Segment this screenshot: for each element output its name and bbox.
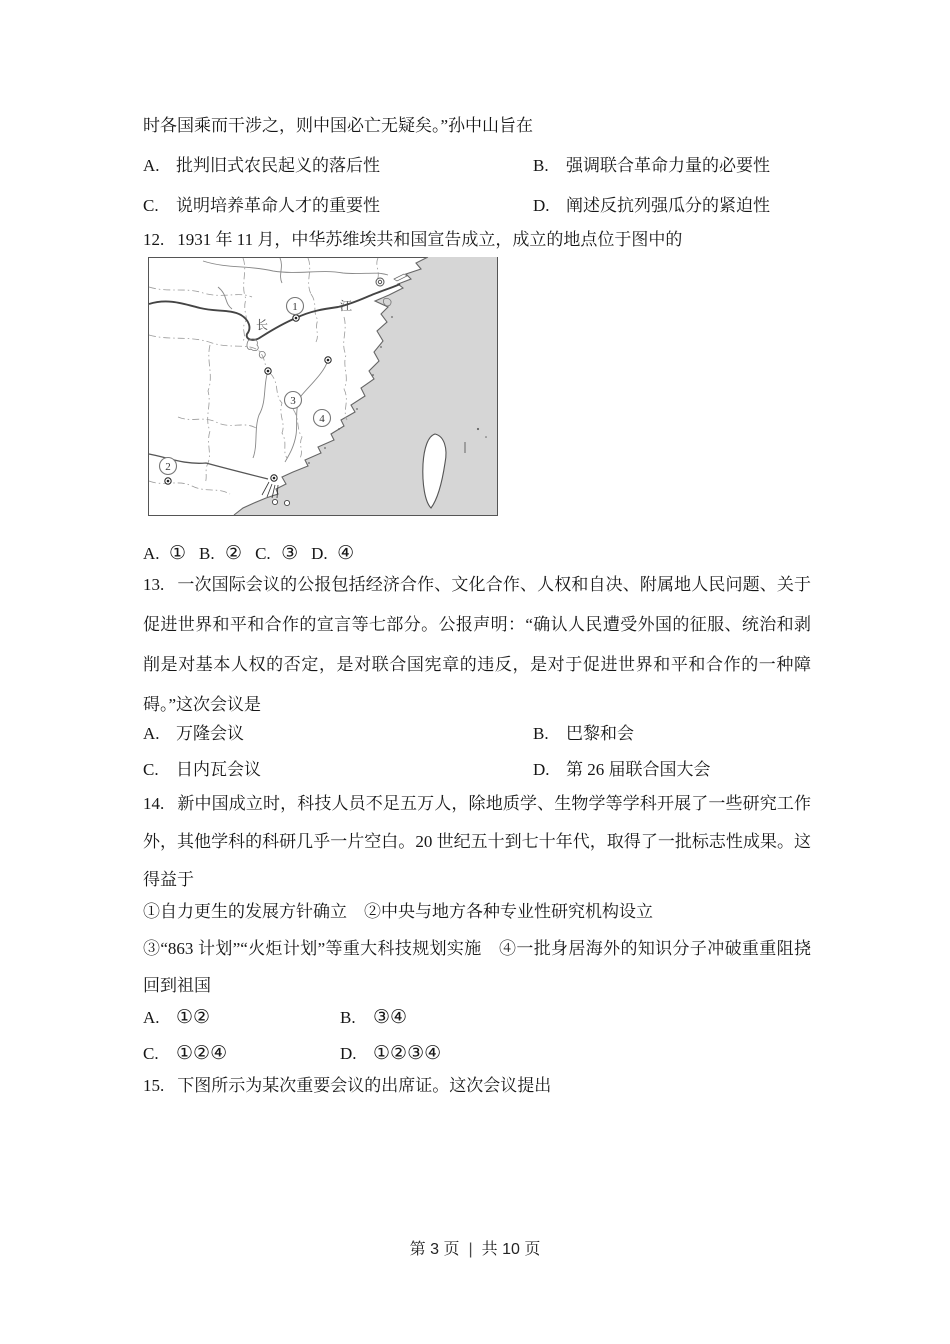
q14-item-1: ①自力更生的发展方针确立	[143, 902, 347, 921]
q15-stem	[143, 1068, 811, 1104]
option-text: 强调联合革命力量的必要性	[566, 156, 770, 175]
q13-stem	[143, 565, 811, 725]
q11-option-d	[533, 186, 811, 226]
q14-items-3-4: ③“863 计划”“火炬计划”等重大科技规划实施 ④一批身居海外的知识分子冲破重重阻挠回到祖国	[143, 939, 811, 995]
q13-option-b	[533, 716, 811, 752]
question-text: 一次国际会议的公报包括经济合作、文化合作、人权和自决、附属地人民问题、关于促进世界和平和合作的宣言等七部分。公报声明：“确认人民遭受外国的征服、统治和剥削是对基本人权的否定，是对联合国宪章的违反，是对于促进世界和平和合作的一种障碍。”这次会议是	[143, 575, 811, 714]
option-text: ①②④	[176, 1043, 228, 1064]
option-label: A.	[143, 544, 160, 563]
yangtze-label-jiang: 江	[340, 299, 353, 313]
option-text: 第 26 届联合国大会	[566, 760, 711, 779]
map-marker-3: 3	[290, 395, 296, 407]
option-label: C.	[143, 760, 159, 779]
map-marker-1: 1	[292, 301, 298, 313]
question-text: 新中国成立时，科技人员不足五万人，除地质学、生物学等学科开展了一些研究工作外，其他学科的科研几乎一片空白。20 世纪五十到七十年代，取得了一批标志性成果。这得益于	[143, 794, 811, 889]
option-text: 说明培养革命人才的重要性	[176, 196, 380, 215]
option-label: D.	[340, 1044, 357, 1063]
yangtze-label-chang: 长	[256, 318, 269, 332]
page-number: 第 3 页	[409, 1241, 460, 1258]
option-label: C.	[143, 196, 159, 215]
page-total: 共 10 页	[481, 1241, 541, 1258]
option-text: ④	[337, 543, 355, 564]
option-text: ①②	[176, 1007, 211, 1028]
option-text: ①	[169, 543, 187, 564]
map-marker-2: 2	[165, 461, 171, 473]
q13-option-a	[143, 716, 533, 752]
option-label: D.	[311, 544, 328, 563]
q11-options	[143, 146, 811, 226]
q11-stem-continuation: 时各国乘而干涉之，则中国必亡无疑矣。”孙中山旨在	[143, 116, 534, 135]
q13-option-d	[533, 752, 811, 788]
q14-option-b	[340, 1000, 811, 1036]
option-label: C.	[143, 1044, 159, 1063]
q11-option-c	[143, 186, 533, 226]
q14-item-2: ②中央与地方各种专业性研究机构设立	[364, 902, 653, 921]
option-text: ③	[281, 543, 299, 564]
option-label: B.	[533, 156, 549, 175]
q14-stem	[143, 785, 811, 899]
option-text: 日内瓦会议	[176, 760, 261, 779]
option-text: 巴黎和会	[566, 724, 634, 743]
option-text: 批判旧式农民起义的落后性	[176, 156, 380, 175]
question-text: 1931 年 11 月，中华苏维埃共和国宣告成立，成立的地点位于图中的	[177, 230, 683, 249]
q12-stem	[143, 222, 811, 258]
option-label: D.	[533, 760, 550, 779]
q12-china-map	[148, 257, 498, 516]
q14-items-1-2	[143, 894, 811, 930]
option-label: B.	[340, 1008, 356, 1027]
question-number: 13.	[143, 575, 165, 594]
q14-option-a	[143, 1000, 340, 1036]
option-label: A.	[143, 1008, 160, 1027]
page-footer	[0, 1238, 950, 1262]
option-label: D.	[533, 196, 550, 215]
option-label: A.	[143, 156, 160, 175]
option-label: B.	[199, 544, 215, 563]
q14-options	[143, 1000, 811, 1072]
option-text: ①②③④	[373, 1043, 442, 1064]
q13-option-c	[143, 752, 533, 788]
option-text: 万隆会议	[176, 724, 244, 743]
option-label: A.	[143, 724, 160, 743]
option-label: C.	[255, 544, 271, 563]
footer-separator: |	[468, 1241, 473, 1258]
map-marker-4: 4	[319, 413, 325, 425]
q14-option-c	[143, 1036, 340, 1072]
q11-option-a	[143, 146, 533, 186]
option-text: ③④	[373, 1007, 408, 1028]
option-label: B.	[533, 724, 549, 743]
q11-option-b	[533, 146, 811, 186]
option-text: 阐述反抗列强瓜分的紧迫性	[566, 196, 770, 215]
question-number: 12.	[143, 230, 165, 249]
question-text: 下图所示为某次重要会议的出席证。这次会议提出	[177, 1076, 552, 1095]
question-number: 14.	[143, 794, 165, 813]
map-image	[148, 257, 498, 516]
option-text: ②	[225, 543, 243, 564]
q13-options	[143, 716, 811, 788]
question-number: 15.	[143, 1076, 165, 1095]
q14-option-d	[340, 1036, 811, 1072]
